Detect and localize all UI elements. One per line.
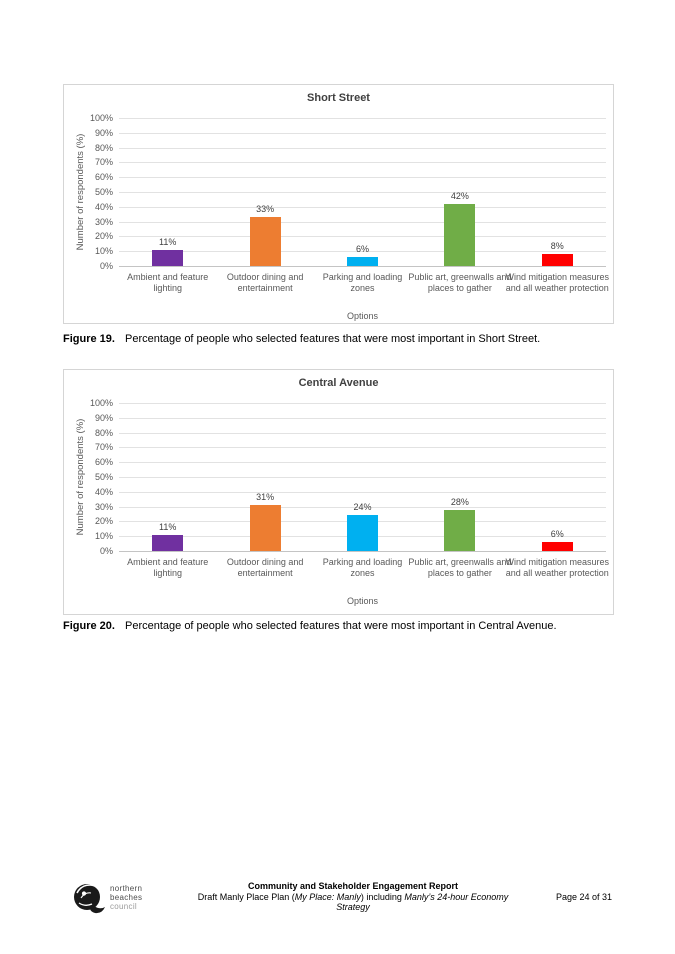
gridline bbox=[119, 207, 606, 208]
figure-label: Figure 20. bbox=[63, 620, 115, 632]
page-number: Page 24 of 31 bbox=[555, 892, 612, 902]
page-footer bbox=[63, 878, 612, 930]
bar-value-label: 24% bbox=[353, 502, 372, 513]
plot-area bbox=[89, 113, 610, 293]
bar-value-label: 31% bbox=[256, 492, 275, 503]
bar bbox=[152, 535, 183, 551]
figure-19-caption bbox=[63, 333, 612, 347]
y-tick-label: 10% bbox=[94, 531, 113, 542]
gridline bbox=[119, 477, 606, 478]
chart-title: Central Avenue bbox=[298, 377, 379, 389]
y-tick-label: 40% bbox=[94, 486, 113, 497]
northern-beaches-council-logo-icon bbox=[72, 881, 106, 919]
gridline bbox=[119, 148, 606, 149]
y-axis-title: Number of respondents (%) bbox=[75, 418, 86, 536]
x-axis-line bbox=[119, 551, 606, 552]
bar bbox=[444, 510, 475, 551]
y-tick-label: 70% bbox=[94, 442, 113, 453]
y-tick-label: 90% bbox=[94, 412, 113, 423]
gridline bbox=[119, 118, 606, 119]
bar bbox=[542, 542, 573, 551]
figure-label: Figure 19. bbox=[63, 333, 115, 345]
y-tick-label: 0% bbox=[99, 546, 113, 556]
bar bbox=[347, 515, 378, 551]
bar bbox=[250, 217, 281, 266]
bar-value-label: 11% bbox=[159, 521, 177, 532]
y-tick-label: 100% bbox=[89, 398, 113, 408]
y-tick-label: 50% bbox=[94, 472, 113, 482]
gridline bbox=[119, 403, 606, 404]
category-label: Public art, greenwalls and places to gather bbox=[408, 272, 512, 293]
bar bbox=[250, 505, 281, 551]
gridline bbox=[119, 433, 606, 434]
gridline bbox=[119, 192, 606, 193]
council-name-line: northern bbox=[110, 884, 143, 893]
category-label: Parking and loading zones bbox=[322, 557, 403, 578]
footer-report-info bbox=[153, 881, 553, 913]
y-tick-label: 60% bbox=[94, 457, 113, 468]
report-subtitle-part: Draft Manly Place Plan ( bbox=[197, 891, 295, 902]
y-tick-label: 20% bbox=[94, 516, 113, 527]
report-title: Community and Stakeholder Engagement Report bbox=[247, 881, 459, 891]
bar bbox=[152, 250, 183, 266]
figure-text: Percentage of people who selected features that were most important in Short Street. bbox=[125, 333, 541, 345]
bar-value-label: 42% bbox=[450, 190, 469, 201]
plot-area bbox=[89, 398, 610, 578]
y-tick-label: 100% bbox=[89, 113, 113, 123]
y-tick-label: 0% bbox=[99, 261, 113, 271]
y-tick-label: 80% bbox=[94, 427, 113, 438]
y-tick-label: 40% bbox=[94, 201, 113, 212]
category-label: Parking and loading zones bbox=[322, 272, 403, 293]
bar bbox=[542, 254, 573, 266]
category-label: Outdoor dining and entertainment bbox=[226, 272, 304, 293]
category-label: Wind mitigation measures and all weather protection bbox=[505, 557, 610, 578]
category-label: Public art, greenwalls and places to gather bbox=[408, 557, 512, 578]
y-axis-title: Number of respondents (%) bbox=[75, 133, 86, 251]
x-axis-title: Options bbox=[346, 596, 379, 606]
bar-value-label: 11% bbox=[159, 236, 177, 247]
category-label: Outdoor dining and entertainment bbox=[226, 557, 304, 578]
gridline bbox=[119, 418, 606, 419]
report-subtitle-part: Manly’s 24-hour Economy Strategy bbox=[336, 891, 509, 912]
council-name-line: beaches bbox=[110, 893, 143, 902]
y-tick-label: 30% bbox=[94, 501, 113, 512]
y-tick-label: 80% bbox=[94, 142, 113, 153]
y-tick-label: 70% bbox=[94, 157, 113, 168]
chart-title: Short Street bbox=[307, 92, 370, 104]
gridline bbox=[119, 162, 606, 163]
figure-20-caption bbox=[63, 620, 612, 634]
category-label: Ambient and feature lighting bbox=[127, 272, 209, 293]
figure-text: Percentage of people who selected features that were most important in Central Avenue. bbox=[125, 620, 557, 632]
bar-value-label: 8% bbox=[550, 241, 564, 252]
report-subtitle-part: ) including bbox=[360, 891, 405, 902]
report-subtitle-part: My Place: Manly bbox=[294, 891, 361, 902]
y-tick-label: 10% bbox=[94, 246, 113, 257]
y-tick-label: 20% bbox=[94, 231, 113, 242]
x-axis-line bbox=[119, 266, 606, 267]
gridline bbox=[119, 462, 606, 463]
gridline bbox=[119, 447, 606, 448]
chart-short-street bbox=[63, 84, 614, 324]
gridline bbox=[119, 492, 606, 493]
bar-value-label: 6% bbox=[355, 244, 369, 255]
council-name-line: council bbox=[110, 902, 138, 911]
category-label: Ambient and feature lighting bbox=[127, 557, 209, 578]
bar-value-label: 33% bbox=[256, 204, 275, 215]
bar bbox=[444, 204, 475, 266]
bar-value-label: 6% bbox=[550, 529, 564, 540]
bar bbox=[347, 257, 378, 266]
gridline bbox=[119, 133, 606, 134]
bar-value-label: 28% bbox=[450, 496, 469, 507]
chart-central-avenue bbox=[63, 369, 614, 615]
council-name bbox=[110, 884, 142, 911]
y-tick-label: 90% bbox=[94, 127, 113, 138]
report-subtitle bbox=[181, 892, 526, 913]
y-tick-label: 60% bbox=[94, 172, 113, 183]
y-tick-label: 50% bbox=[94, 187, 113, 197]
y-tick-label: 30% bbox=[94, 216, 113, 227]
category-label: Wind mitigation measures and all weather protection bbox=[505, 272, 610, 293]
x-axis-title: Options bbox=[346, 311, 379, 321]
gridline bbox=[119, 222, 606, 223]
gridline bbox=[119, 177, 606, 178]
